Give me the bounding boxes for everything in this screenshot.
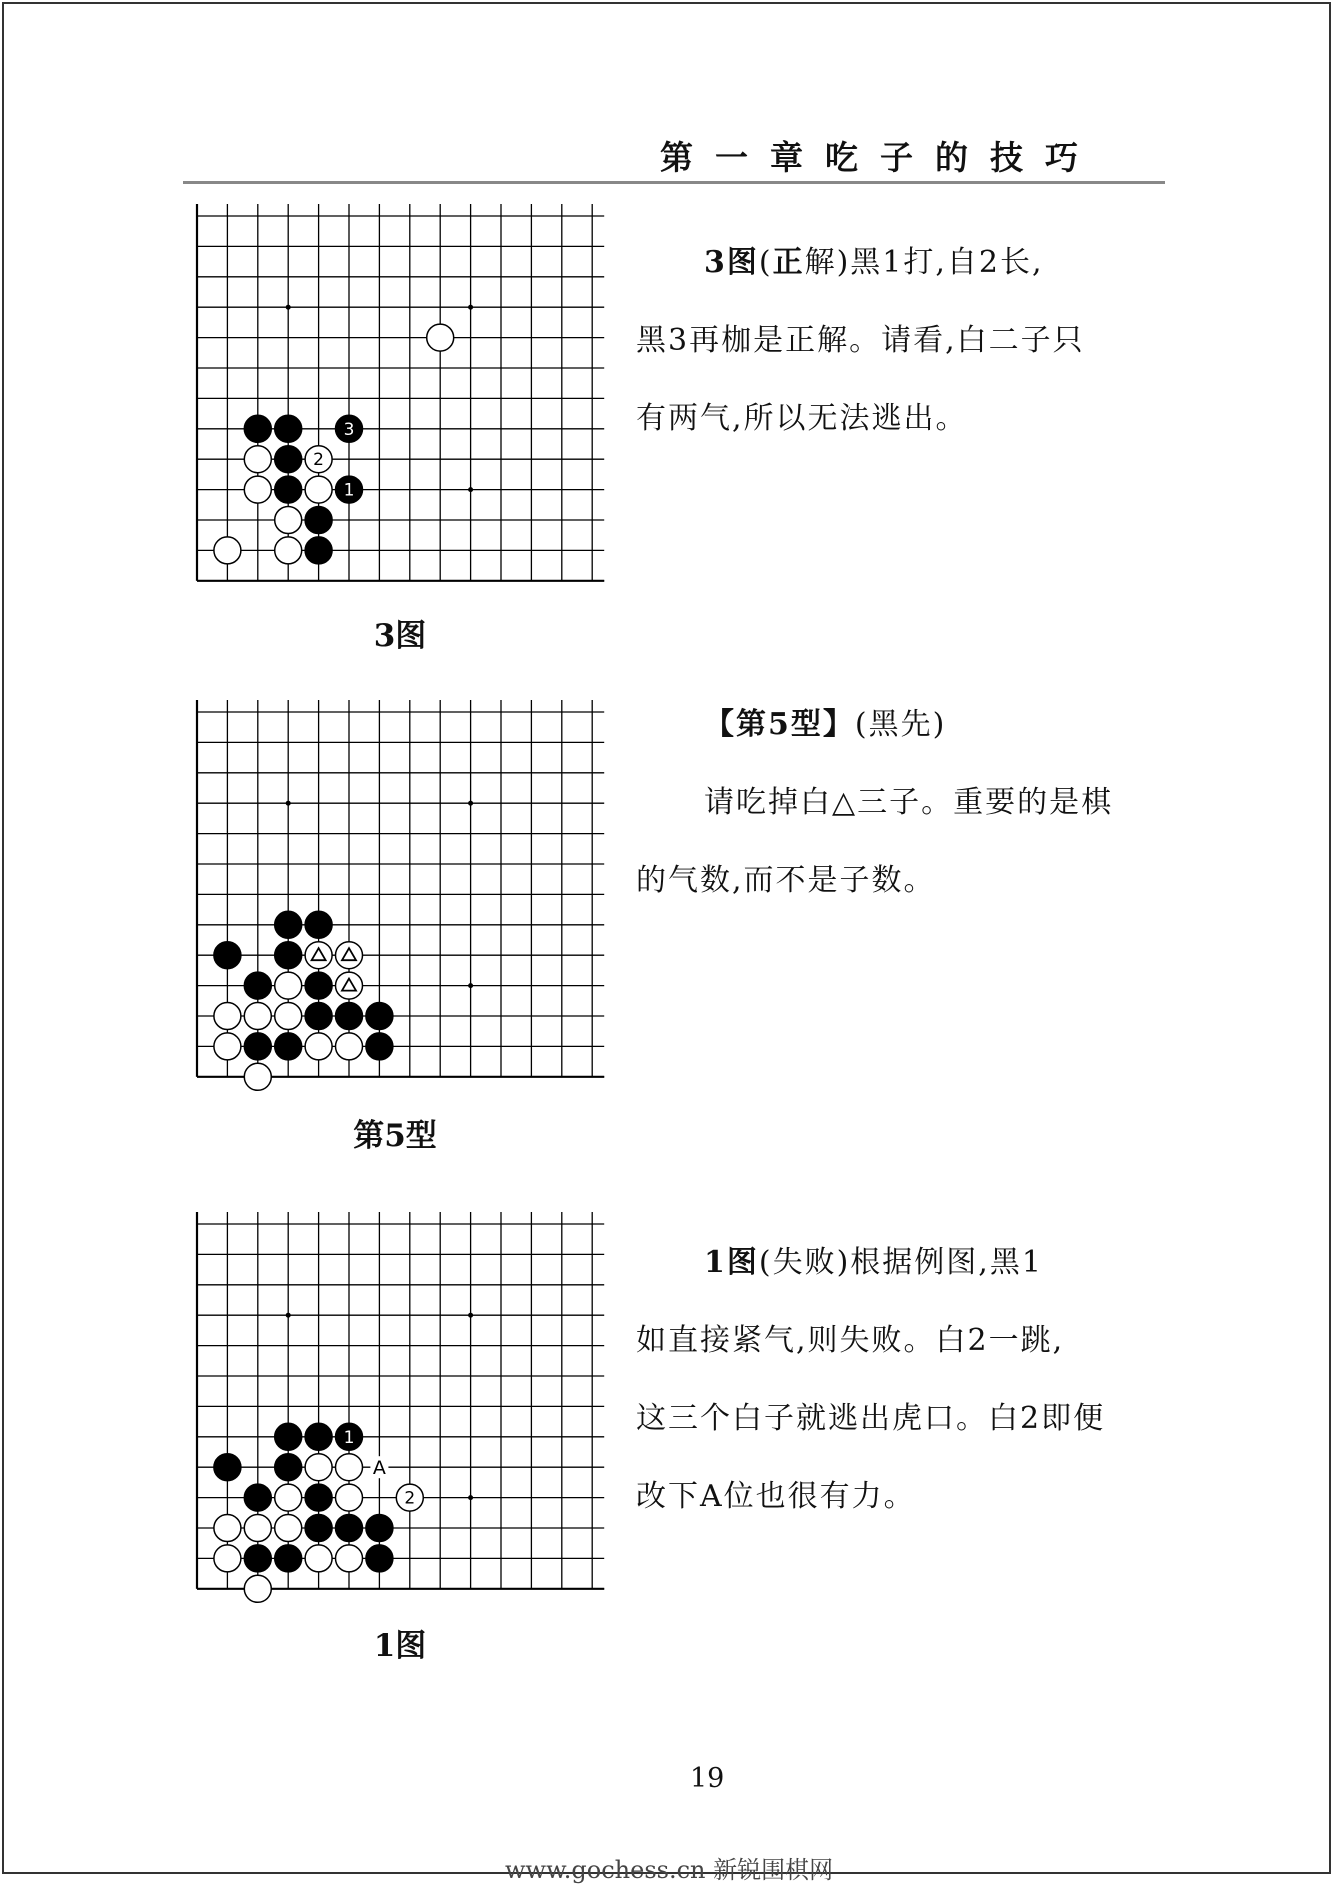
black-stone (275, 446, 302, 473)
star-point (468, 1495, 473, 1500)
white-stone (214, 1545, 241, 1572)
black-stone (244, 972, 271, 999)
black-stone (305, 1003, 332, 1030)
black-stone (244, 1033, 271, 1060)
fig1-line4: 改下A位也很有力。 (636, 1479, 916, 1514)
fig3-label: 3图 (704, 245, 759, 280)
white-stone (275, 507, 302, 534)
white-stone (305, 476, 332, 503)
black-stone (305, 1484, 332, 1511)
black-stone (275, 1545, 302, 1572)
white-stone (336, 1484, 363, 1511)
black-stone (366, 1033, 393, 1060)
black-stone (305, 507, 332, 534)
white-stone (244, 1575, 271, 1602)
star-point (468, 801, 473, 806)
white-stone-triangle-marked (336, 942, 363, 969)
white-stone (305, 1545, 332, 1572)
star-point (468, 487, 473, 492)
fig1-explanation (636, 1224, 1166, 1536)
black-stone (275, 476, 302, 503)
page-number: 19 (690, 1763, 725, 1794)
white-stone-triangle-marked (336, 972, 363, 999)
white-stone (214, 1003, 241, 1030)
white-stone (214, 1033, 241, 1060)
black-stone (305, 972, 332, 999)
point-letter: A (372, 1457, 386, 1480)
problem5-subtitle: (黑先) (854, 707, 947, 742)
white-stone (305, 1033, 332, 1060)
black-stone (244, 415, 271, 442)
black-stone (275, 1423, 302, 1450)
caption-fig3: 3图 (373, 618, 427, 654)
caption-fig1: 1图 (373, 1628, 427, 1664)
fig1-line2: 如直接紧气,则失败。白2一跳, (636, 1323, 1065, 1358)
go-board-fig3 (180, 204, 620, 624)
white-stone (336, 1545, 363, 1572)
white-stone (336, 1033, 363, 1060)
fig3-explanation (636, 224, 1166, 458)
fig3-line2: 黑3再枷是正解。请看,白二子只 (636, 323, 1085, 358)
caption-problem5: 第5型 (353, 1118, 437, 1154)
black-stone (305, 1423, 332, 1450)
problem5-line1: 请吃掉白△三子。重要的是棋 (704, 785, 1114, 820)
black-stone (275, 911, 302, 938)
white-stone (336, 1454, 363, 1481)
white-stone (244, 446, 271, 473)
move-number: 1 (343, 1427, 355, 1448)
white-stone (244, 1003, 271, 1030)
white-stone (275, 537, 302, 564)
black-stone (275, 1454, 302, 1481)
go-board-fig1 (180, 1212, 620, 1612)
black-stone (275, 415, 302, 442)
white-stone (214, 537, 241, 564)
white-stone (275, 1515, 302, 1542)
move-number: 1 (343, 480, 355, 501)
black-stone (275, 942, 302, 969)
black-stone (244, 1545, 271, 1572)
problem5-title-line (636, 686, 1166, 764)
white-stone (275, 1003, 302, 1030)
star-point (468, 1313, 473, 1318)
white-stone (244, 1063, 271, 1090)
chapter-header: 第一章吃子的技巧 (660, 138, 1100, 177)
black-stone (305, 537, 332, 564)
fig3-line1: 3图(正解)黑1打,自2长, (704, 245, 1044, 280)
fig1-line3: 这三个白子就逃出虎口。白2即便 (636, 1401, 1106, 1436)
black-stone (214, 1454, 241, 1481)
black-stone (366, 1545, 393, 1572)
white-stone-triangle-marked (305, 942, 332, 969)
black-stone (366, 1515, 393, 1542)
star-point (468, 305, 473, 310)
star-point (286, 801, 291, 806)
white-stone (427, 324, 454, 351)
problem5-line2: 的气数,而不是子数。 (636, 863, 936, 898)
black-stone (305, 911, 332, 938)
problem5-statement (636, 686, 1166, 920)
black-stone (305, 1515, 332, 1542)
black-stone (214, 942, 241, 969)
go-board-problem5 (180, 700, 620, 1100)
white-stone (275, 1484, 302, 1511)
star-point (286, 305, 291, 310)
white-stone (305, 1454, 332, 1481)
problem5-title: 【第5型】 (704, 707, 855, 742)
black-stone (244, 1484, 271, 1511)
star-point (468, 983, 473, 988)
black-stone (366, 1003, 393, 1030)
footer-watermark: www.gochess.cn 新锐围棋网 (505, 1856, 834, 1884)
board-grid (197, 204, 604, 581)
fig1-line1: 1图(失败)根据例图,黑1 (704, 1245, 1043, 1280)
move-number: 2 (313, 450, 325, 471)
black-stone (336, 1003, 363, 1030)
move-number: 3 (343, 419, 355, 440)
white-stone (244, 1515, 271, 1542)
header-rule (183, 181, 1165, 184)
fig1-label: 1图 (704, 1245, 759, 1280)
white-stone (214, 1515, 241, 1542)
move-number: 2 (404, 1488, 416, 1509)
black-stone (336, 1515, 363, 1542)
fig3-line3: 有两气,所以无法逃出。 (636, 401, 968, 436)
star-point (286, 1313, 291, 1318)
white-stone (275, 972, 302, 999)
black-stone (275, 1033, 302, 1060)
white-stone (244, 476, 271, 503)
